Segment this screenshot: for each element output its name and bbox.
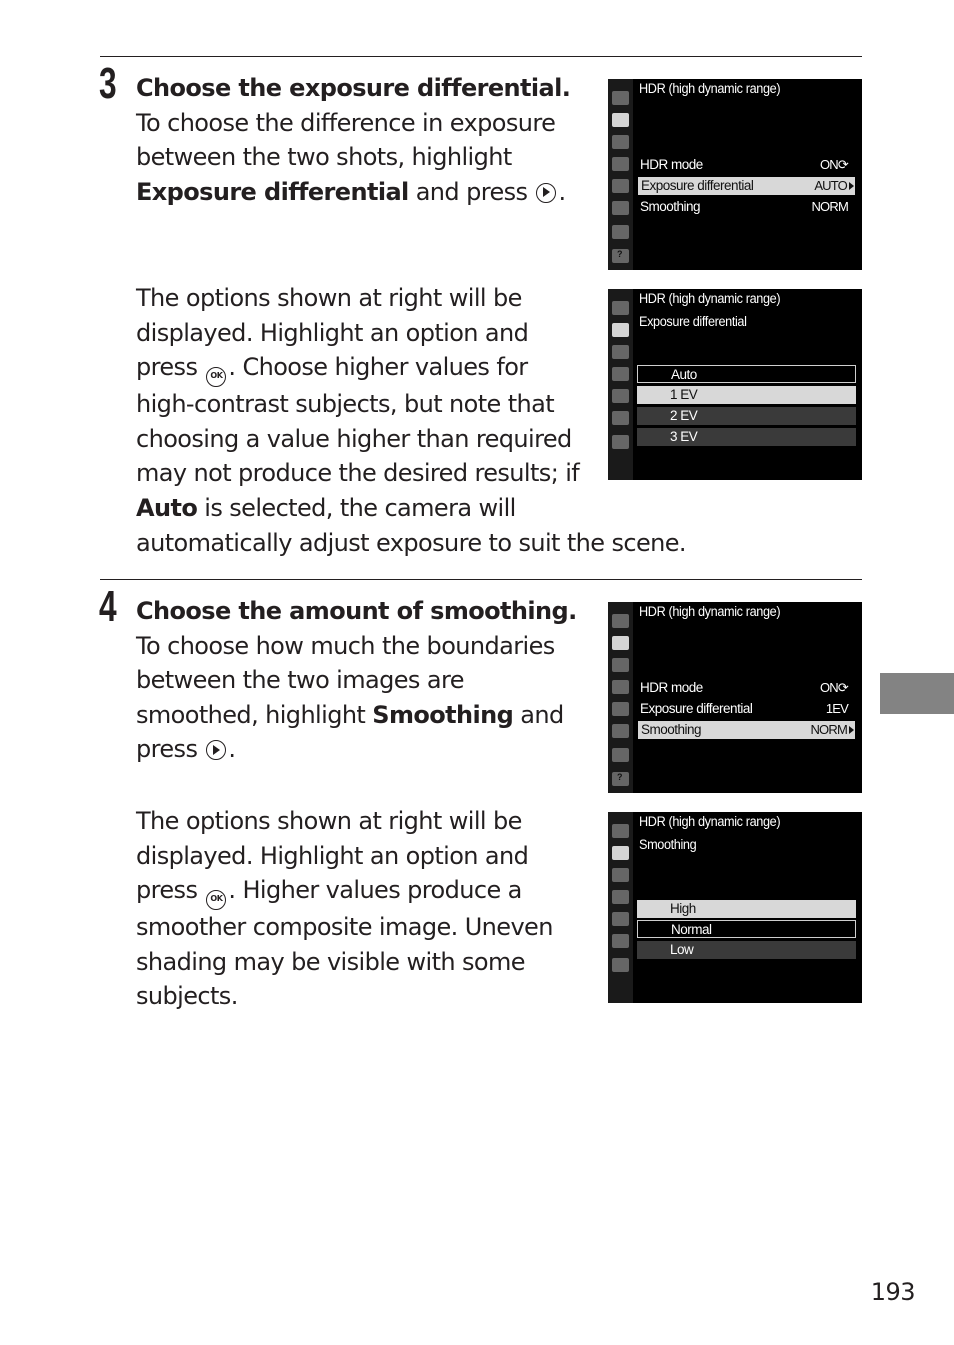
playback-menu-icon [612, 614, 629, 628]
arrow-right-icon [849, 726, 854, 734]
row-label: HDR mode [640, 680, 703, 695]
help-icon [612, 249, 629, 263]
step-4-line: between the two images are [136, 666, 464, 695]
step-4-line: press [136, 735, 205, 764]
menu-row-smoothing[interactable] [638, 721, 855, 739]
row-label: HDR mode [640, 157, 703, 172]
option-label: High [670, 901, 696, 916]
step-4-text [136, 594, 577, 767]
menu-tab-bar [608, 289, 633, 480]
option-auto[interactable] [637, 365, 856, 383]
step-3-number: 3 [99, 59, 116, 108]
step-3-heading: Choose the exposure differential. [136, 74, 571, 102]
option-label: 2 EV [670, 408, 698, 423]
screen-subtitle: Exposure differential [639, 314, 747, 329]
chapter-tab [880, 673, 954, 714]
option-label: 1 EV [670, 387, 698, 402]
detail-line: may not produce the desired results; if [136, 459, 580, 488]
detail-line: displayed. Highlight an option and [136, 841, 529, 870]
page-number: 193 [870, 1278, 915, 1306]
period: . [558, 177, 566, 206]
custom-settings-icon [612, 680, 629, 694]
screen-title: HDR (high dynamic range) [639, 81, 781, 96]
option-low[interactable] [637, 941, 856, 959]
detail-line: . Choose higher values for [228, 353, 528, 382]
playback-menu-icon [612, 824, 629, 838]
retouch-menu-icon [612, 201, 629, 215]
detail-line: The options shown at right will be [136, 284, 522, 312]
step-3-detail [136, 281, 686, 560]
movie-menu-icon [612, 658, 629, 672]
help-icon [612, 772, 629, 786]
screen-title: HDR (high dynamic range) [639, 604, 781, 619]
step-3-line: To choose the difference in exposure [136, 108, 556, 137]
detail-line: automatically adjust exposure to suit the scene. [136, 528, 686, 557]
detail-line: The options shown at right will be [136, 807, 522, 835]
camera-menu-screen-smoothing [608, 812, 862, 1003]
camera-menu-screen-hdr-smoothing [608, 602, 862, 793]
shooting-menu-icon [612, 636, 629, 650]
option-3ev[interactable] [637, 428, 856, 446]
step-3-line: between the two shots, highlight [136, 143, 512, 172]
menu-tab-bar [608, 812, 633, 1003]
step-4-line: and [513, 700, 564, 729]
screen-title: HDR (high dynamic range) [639, 814, 781, 829]
row-value: ON⟳ [820, 157, 848, 172]
custom-settings-icon [612, 157, 629, 171]
step-4-detail [136, 804, 553, 1014]
playback-menu-icon [612, 301, 629, 315]
menu-row-hdr-mode[interactable] [637, 679, 856, 697]
row-label: Smoothing [641, 722, 702, 737]
detail-line: choosing a value higher than required [136, 424, 572, 453]
custom-settings-icon [612, 890, 629, 904]
arrow-right-icon [849, 182, 854, 190]
option-high[interactable] [637, 900, 856, 918]
playback-menu-icon [612, 91, 629, 105]
row-label: Exposure differential [641, 178, 754, 193]
menu-row-exposure-differential[interactable] [637, 700, 856, 718]
menu-row-smoothing[interactable] [637, 198, 856, 216]
setup-menu-icon [612, 912, 629, 926]
shooting-menu-icon [612, 323, 629, 337]
shooting-menu-icon [612, 846, 629, 860]
detail-line: . Higher values produce a [228, 876, 522, 905]
row-label: Exposure differential [640, 701, 753, 716]
option-normal[interactable] [637, 920, 856, 938]
period: . [228, 735, 236, 764]
section-rule [100, 579, 862, 580]
row-value: NORM [811, 199, 848, 214]
smoothing-term: Smoothing [372, 700, 514, 729]
option-label: Auto [671, 367, 697, 382]
menu-tab-bar [608, 79, 633, 270]
option-1ev[interactable] [637, 386, 856, 404]
my-menu-icon [612, 958, 629, 972]
menu-row-exposure-differential[interactable] [638, 177, 855, 195]
row-value: 1EV [825, 701, 848, 716]
detail-line: displayed. Highlight an option and [136, 318, 529, 347]
detail-line: press [136, 353, 205, 382]
my-menu-icon [612, 435, 629, 449]
row-value: AUTO [814, 178, 847, 193]
screen-subtitle: Smoothing [639, 837, 697, 852]
step-3-line: and press [408, 177, 535, 206]
setup-menu-icon [612, 389, 629, 403]
row-label: Smoothing [640, 199, 701, 214]
movie-menu-icon [612, 868, 629, 882]
multi-selector-right-icon [206, 740, 226, 760]
movie-menu-icon [612, 345, 629, 359]
exposure-differential-term: Exposure differential [136, 177, 409, 206]
help-glyph: ? [617, 772, 623, 782]
camera-menu-screen-exposure-differential [608, 289, 862, 480]
movie-menu-icon [612, 135, 629, 149]
detail-line: shading may be visible with some [136, 947, 525, 976]
option-label: 3 EV [670, 429, 698, 444]
shooting-menu-icon [612, 113, 629, 127]
detail-line: smoother composite image. Uneven [136, 913, 553, 942]
step-3-text [136, 71, 570, 209]
step-4-line: smoothed, highlight [136, 700, 373, 729]
option-label: Normal [671, 922, 712, 937]
camera-menu-screen-hdr [608, 79, 862, 270]
detail-line: high-contrast subjects, but note that [136, 390, 555, 419]
step-4-line: To choose how much the boundaries [136, 631, 555, 660]
help-glyph: ? [617, 249, 623, 259]
detail-line: subjects. [136, 982, 238, 1011]
option-2ev[interactable] [637, 407, 856, 425]
screen-title: HDR (high dynamic range) [639, 291, 781, 306]
row-value: ON⟳ [820, 680, 848, 695]
auto-term: Auto [136, 493, 198, 522]
custom-settings-icon [612, 367, 629, 381]
my-menu-icon [612, 748, 629, 762]
option-label: Low [670, 942, 694, 957]
ok-button-icon: OK [206, 367, 226, 387]
menu-row-hdr-mode[interactable] [637, 156, 856, 174]
row-value: NORM [810, 722, 847, 737]
my-menu-icon [612, 225, 629, 239]
detail-line: is selected, the camera will [197, 493, 516, 522]
retouch-menu-icon [612, 934, 629, 948]
menu-tab-bar [608, 602, 633, 793]
top-rule [100, 56, 862, 57]
detail-line: press [136, 876, 205, 905]
setup-menu-icon [612, 179, 629, 193]
step-4-heading: Choose the amount of smoothing. [136, 597, 577, 625]
setup-menu-icon [612, 702, 629, 716]
retouch-menu-icon [612, 411, 629, 425]
retouch-menu-icon [612, 724, 629, 738]
step-4-number: 4 [99, 582, 116, 631]
multi-selector-right-icon [536, 183, 556, 203]
ok-button-icon: OK [206, 890, 226, 910]
